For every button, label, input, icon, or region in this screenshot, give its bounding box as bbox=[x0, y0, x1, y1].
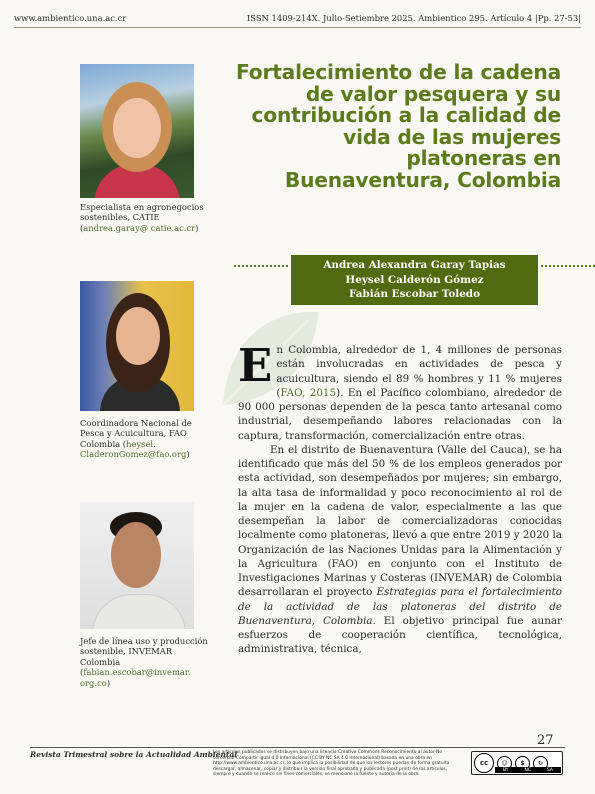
email-calderon[interactable]: heysel. CladeronGomez@fao.org bbox=[80, 438, 187, 460]
website-url[interactable]: www.ambientico.una.ac.cr bbox=[14, 13, 127, 23]
author-photo-calderon bbox=[80, 281, 194, 411]
author-photo-garay bbox=[80, 64, 194, 198]
authors-box bbox=[291, 255, 538, 305]
cc-license-badge[interactable] bbox=[471, 751, 563, 775]
cc-icon: cc bbox=[474, 753, 494, 773]
journal-name: Revista Trimestral sobre la Actualidad Ambiental bbox=[30, 750, 238, 759]
page-header bbox=[0, 0, 595, 30]
dotted-divider-right bbox=[541, 265, 595, 267]
license-text: Los artículos publicados se distribuyen bajo una licencia Creative Commons Reconocimiento al autor-No comercial-Compartir igual 4.0 Internacional (CC BY NC SA 4.0 Internacional) basada en una obra en http://www.ambientico.una.ac.cr, lo que implica la posibilidad de que los lectores puedan de forma gratuita descargar, almacenar, copiar y distribuir la versión final aprobada y publicada (post print) de los artículos, siempre y cuando se realice sin fines comerciales, se mencione la fuente y autoría de la obra. bbox=[213, 750, 450, 778]
paragraph: En Colombia, alrededor de 1, 4 millones de personas están involucradas en actividades de pesca y acuicultura, siendo el 89 % hombres y 11 % mujeres (FAO, 2015). En el Pacífico colombiano, alrededor de 90 000 personas dependen de la pesca tanto artesanal como industrial, desempeñando labores relacionadas con la captura, transformación, comercialización entre otras. bbox=[238, 339, 562, 442]
issue-info: ISSN 1409-214X. Julio-Setiembre 2025. Ambientico 295. Artículo 4 |Pp. 27-53| bbox=[246, 13, 581, 23]
sa-icon: ↻ bbox=[533, 756, 548, 771]
nc-icon: $ bbox=[515, 756, 530, 771]
email-garay[interactable]: andrea.garay@ catie.ac.cr bbox=[83, 222, 196, 233]
header-rule bbox=[14, 27, 581, 28]
cc-labels: BY NC SA bbox=[495, 767, 561, 773]
bio-garay: Especialista en agronegocios sostenibles, CATIE (andrea.garay@ catie.ac.cr) bbox=[80, 202, 204, 233]
page-number: 27 bbox=[537, 733, 554, 748]
footer-rule bbox=[30, 747, 565, 748]
dotted-divider-left bbox=[234, 265, 288, 267]
author-name: Fabián Escobar Toledo bbox=[349, 288, 480, 301]
email-escobar[interactable]: fabian.escobar@invemar. org.co bbox=[80, 667, 191, 688]
author-name: Andrea Alexandra Garay Tapias bbox=[323, 259, 506, 271]
article-title: Fortalecimiento de la cadena de valor pesquera y su contribución a la calidad de vida de las mujeres platoneras en Buenaventura, Colombia bbox=[236, 60, 561, 192]
author-photo-escobar bbox=[80, 502, 194, 629]
drop-cap: E bbox=[238, 339, 273, 392]
article-body bbox=[238, 339, 562, 657]
citation-link[interactable]: FAO, 2015 bbox=[280, 386, 337, 399]
author-name: Heysel Calderón Gómez bbox=[345, 273, 484, 286]
bio-calderon: Coordinadora Nacional de Pesca y Acuicultura, FAO Colombia (heysel. CladeronGomez@fao.org) bbox=[80, 418, 192, 460]
paragraph: En el distrito de Buenaventura (Valle del Cauca), se ha identificado que más del 50 % de los empleos generados por esta actividad, son desempeñados por mujeres; sin embargo, la alta tasa de informalidad y poco reconocimiento al rol de la mujer en la cadena de valor, especialmente a las que desempeñan la labor de comercializadoras conocidas localmente como platoneras, llevó a que entre 2019 y 2020 la Organización de las Naciones Unidas para la Alimentación y la Agricultura (FAO) en conjunto con el Instituto de Investigaciones Marinas y Costeras (INVEMAR) de Colombia desarrollaran el proyecto Estrategias para el fortalecimiento de la actividad de las platoneras del distrito de Buenaventura, Colombia. El objetivo principal fue aunar esfuerzos de cooperación científica, tecnológica, administrativa, técnica, bbox=[238, 443, 562, 656]
by-icon: ☺ bbox=[497, 756, 512, 771]
bio-escobar: Jefe de línea uso y producción sostenible, INVEMAR Colombia (fabian.escobar@invemar. org.co) bbox=[80, 636, 208, 688]
